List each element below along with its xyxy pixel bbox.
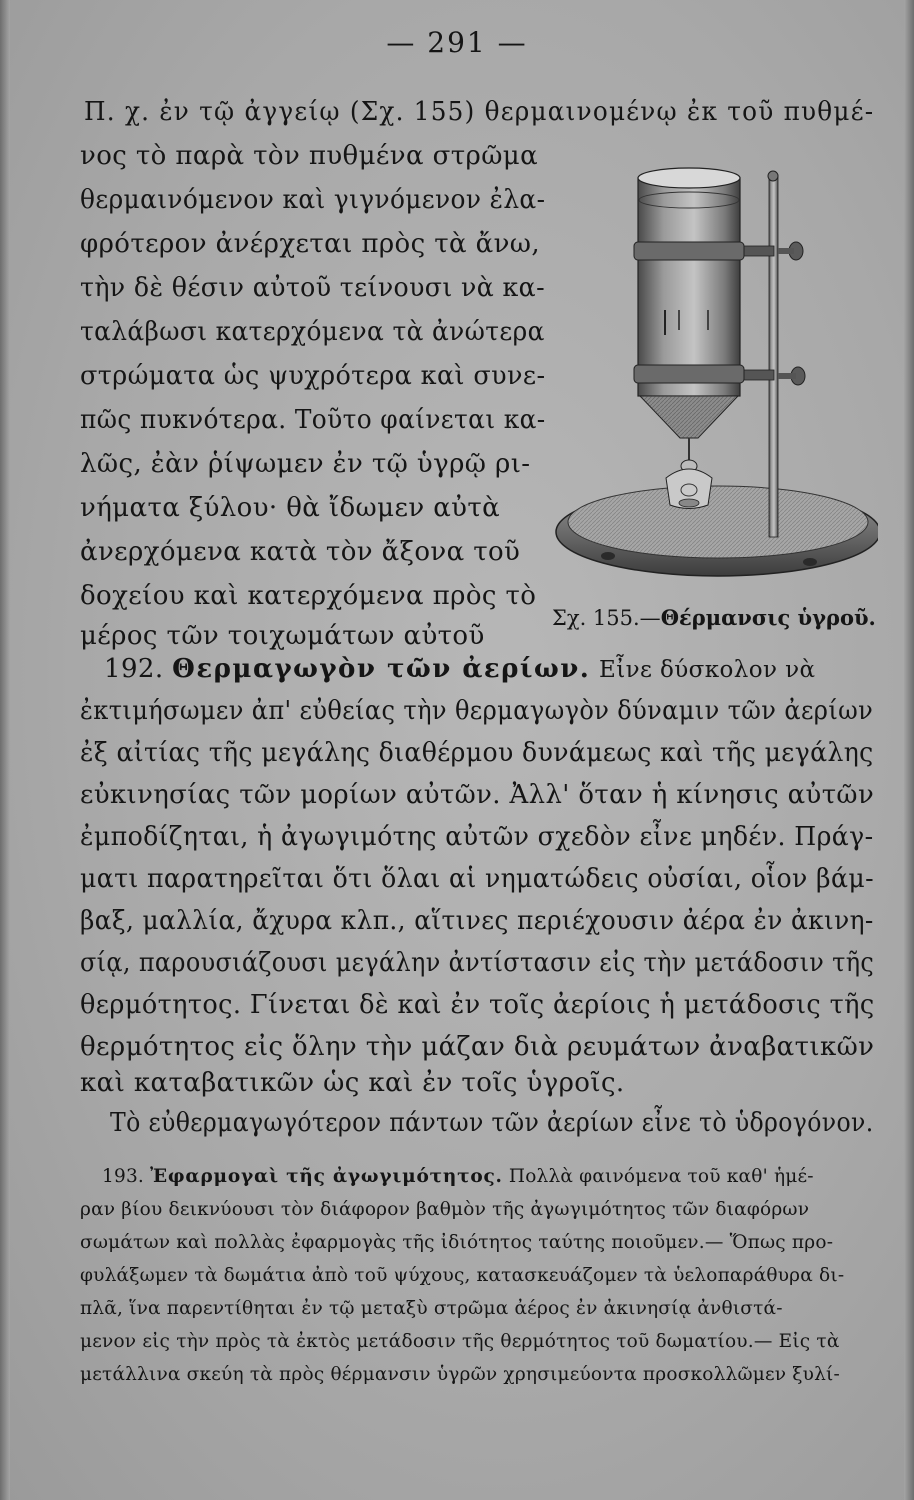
- section-192-first-line: [104, 654, 815, 684]
- section-193-number: 193.: [102, 1166, 144, 1187]
- text-line: σωμάτων καὶ πολλὰς ἐφαρμογὰς τῆς ἰδιότητος ταύτης ποιοῦμεν.— Ὅπως προ-: [80, 1232, 834, 1253]
- text-line: θερμότητος. Γίνεται δὲ καὶ ἐν τοῖς ἀερίοις ἡ μετάδοσις τῆς: [80, 990, 875, 1020]
- text-line: μενον εἰς τὴν πρὸς τὰ ἐκτὸς μετάδοσιν τῆς θερμότητος τοῦ δωματίου.— Εἰς τὰ: [80, 1331, 840, 1352]
- text-line: ἐκτιμήσωμεν ἀπ' εὐθείας τὴν θερμαγωγὸν δύναμιν τῶν ἀερίων: [80, 696, 874, 726]
- text-line: ἐξ αἰτίας τῆς μεγάλης διαθέρμου δυνάμεως καὶ τῆς μεγάλης: [80, 738, 874, 768]
- section-192-heading: Θερμαγωγὸν τῶν ἀερίων.: [172, 654, 591, 684]
- text-line: μέρος τῶν τοιχωμάτων αὐτοῦ: [80, 621, 485, 651]
- figure-heating-liquid: [548, 160, 878, 600]
- text-line: ματι παρατηρεῖται ὅτι ὅλαι αἱ νηματώδεις οὐσίαι, οἷον βάμ-: [80, 864, 874, 894]
- section-193-lead: Πολλὰ φαινόμενα τοῦ καθ' ἡμέ-: [508, 1166, 814, 1187]
- text-line: θερμότητος εἰς ὅλην τὴν μάζαν διὰ ρευμάτων ἀναβατικῶν: [80, 1032, 875, 1062]
- text-line: πῶς πυκνότερα. Τοῦτο φαίνεται κα-: [80, 405, 546, 435]
- text-line: Τὸ εὐθερμαγωγότερον πάντων τῶν ἀερίων εἶνε τὸ ὑδρογόνον.: [110, 1108, 874, 1138]
- text-line: νος τὸ παρὰ τὸν πυθμένα στρῶμα: [80, 141, 539, 171]
- text-line: στρώματα ὡς ψυχρότερα καὶ συνε-: [80, 361, 546, 391]
- section-192-number: 192.: [104, 654, 164, 684]
- text-line: ταλάβωσι κατερχόμενα τὰ ἀνώτερα: [80, 317, 545, 347]
- text-line: νήματα ξύλου· θὰ ἴδωμεν αὐτὰ: [80, 493, 501, 523]
- figure-caption-title: Θέρμανσις ὑγροῦ.: [660, 605, 876, 630]
- text-line: δοχείου καὶ κατερχόμενα πρὸς τὸ: [80, 581, 537, 611]
- section-193-first-line: [102, 1166, 814, 1187]
- text-line: καὶ καταβατικῶν ὡς καὶ ἐν τοῖς ὑγροῖς.: [80, 1068, 625, 1098]
- text-line: φρότερον ἀνέρχεται πρὸς τὰ ἄνω,: [80, 229, 541, 259]
- text-line: μετάλλινα σκεύη τὰ πρὸς θέρμανσιν ὑγρῶν χρησιμεύοντα προσκολλῶμεν ξυλί-: [80, 1364, 840, 1385]
- text-line: ἀνερχόμενα κατὰ τὸν ἄξονα τοῦ: [80, 537, 521, 567]
- text-line: θερμαινόμενον καὶ γιγνόμενον ἐλα-: [80, 185, 546, 215]
- section-193-heading: Ἐφαρμογαὶ τῆς ἀγωγιμότητος.: [150, 1166, 503, 1187]
- text-line: βαξ, μαλλία, ἄχυρα κλπ., αἵτινες περιέχουσιν ἀέρα ἐν ἀκινη-: [80, 906, 874, 936]
- text-line: εὐκινησίας τῶν μορίων αὐτῶν. Ἀλλ' ὅταν ἡ κίνησις αὐτῶν: [80, 780, 875, 810]
- apparatus-illustration: [548, 160, 878, 600]
- page-edge-right: [904, 0, 914, 1500]
- text-line: τὴν δὲ θέσιν αὐτοῦ τείνουσι νὰ κα-: [80, 273, 545, 303]
- page-edge-left: [0, 0, 10, 1500]
- text-line: Π. χ. ἐν τῷ ἀγγείῳ (Σχ. 155) θερμαινομένῳ ἐκ τοῦ πυθμέ-: [84, 97, 875, 127]
- figure-caption-number: Σχ. 155.—: [552, 606, 661, 630]
- text-line: ἐμποδίζηται, ἡ ἀγωγιμότης αὐτῶν σχεδὸν εἶνε μηδέν. Πράγ-: [80, 822, 874, 852]
- text-line: σίᾳ, παρουσιάζουσι μεγάλην ἀντίστασιν εἰς τὴν μετάδοσιν τῆς: [80, 948, 875, 978]
- text-line: ραν βίου δεικνύουσι τὸν διάφορον βαθμὸν τῆς ἀγωγιμότητος τῶν διαφόρων: [80, 1199, 810, 1220]
- figure-caption: [552, 605, 876, 630]
- page-number: — 291 —: [386, 26, 528, 59]
- text-line: φυλάξωμεν τὰ δωμάτια ἀπὸ τοῦ ψύχους, κατασκευάζομεν τὰ ὑελοπαράθυρα δι-: [80, 1265, 845, 1286]
- text-line: πλᾶ, ἵνα παρεντίθηται ἐν τῷ μεταξὺ στρῶμα ἀέρος ἐν ἀκινησίᾳ ἀνθιστά-: [80, 1298, 783, 1319]
- text-line: λῶς, ἐὰν ῥίψωμεν ἐν τῷ ὑγρῷ ρι-: [80, 449, 531, 479]
- section-192-lead: Εἶνε δύσκολον νὰ: [599, 657, 816, 683]
